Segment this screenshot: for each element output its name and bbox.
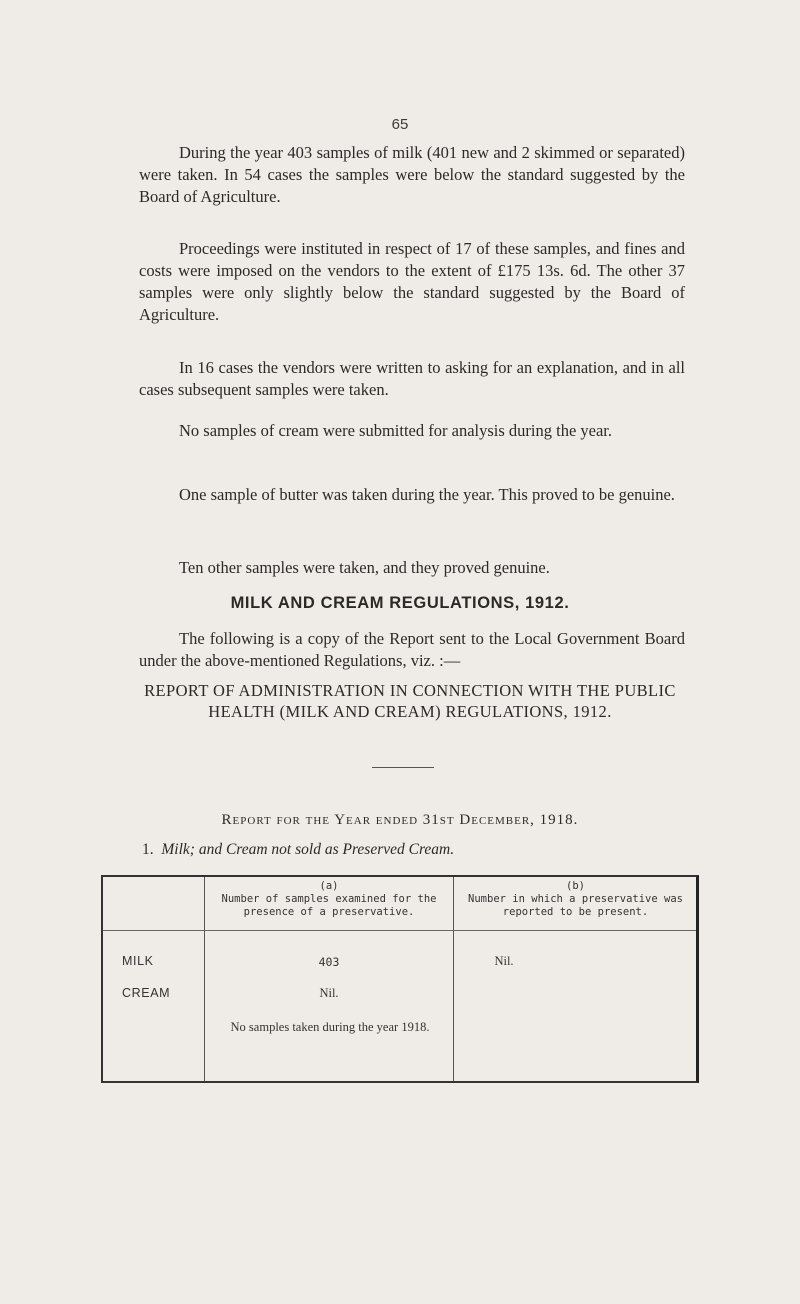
- paragraph-text: In 16 cases the vendors were written to asking for an explanation, and in all cases subsequent samples were taken.: [139, 358, 685, 399]
- item-number: 1.: [142, 841, 154, 858]
- item-heading: [142, 841, 454, 859]
- report-title: REPORT OF ADMINISTRATION IN CONNECTION WITH THE PUBLIC HEALTH (MILK AND CREAM) REGULATIONS, 1912.: [144, 681, 676, 721]
- column-b-header: [454, 880, 697, 919]
- paragraph-cream-samples: [139, 420, 685, 442]
- table-note: No samples taken during the year 1918.: [230, 1020, 430, 1034]
- paragraph-text: During the year 403 samples of milk (401 new and 2 skimmed or separated) were taken. In 54 cases the samples were below the standard suggested by the Board of Agriculture.: [139, 143, 685, 206]
- paragraph-text: The following is a copy of the Report sent to the Local Government Board under the above-mentioned Regulations, viz. :—: [139, 629, 685, 670]
- column-b-letter: (b): [566, 880, 585, 892]
- section-heading: MILK AND CREAM REGULATIONS, 1912.: [230, 594, 570, 612]
- header-divider: [103, 930, 696, 931]
- column-b-title: Number in which a preservative was reported to be present.: [468, 893, 683, 918]
- row-label-milk: MILK: [122, 954, 154, 968]
- paragraph-text: Ten other samples were taken, and they proved genuine.: [179, 558, 550, 577]
- milk-samples-examined: 403: [318, 955, 340, 969]
- divider-rule: [372, 767, 434, 768]
- regulations-table: [101, 875, 699, 1083]
- milk-preservative-present: Nil.: [494, 954, 514, 968]
- paragraph-other-samples: [139, 557, 685, 579]
- column-a-title: Number of samples examined for the presence of a preservative.: [221, 893, 437, 918]
- paragraph-text: No samples of cream were submitted for analysis during the year.: [179, 421, 612, 440]
- report-year-heading: Report for the Year ended 31st December, 1918.: [221, 812, 579, 828]
- row-label-cream: CREAM: [122, 986, 171, 1000]
- paragraph-proceedings: [139, 238, 685, 326]
- intro-paragraph: [139, 628, 685, 672]
- cream-samples-examined: Nil.: [319, 986, 339, 1000]
- item-title: Milk; and Cream not sold as Preserved Cream.: [161, 841, 455, 858]
- paragraph-vendors-written: [139, 357, 685, 401]
- column-a-letter: (a): [319, 880, 339, 892]
- column-a-header: [205, 880, 453, 919]
- paragraph-text: One sample of butter was taken during the year. This proved to be genuine.: [179, 485, 675, 504]
- paragraph-butter-sample: [139, 484, 685, 506]
- paragraph-milk-samples: [139, 142, 685, 208]
- page-number: 65: [391, 116, 409, 133]
- paragraph-text: Proceedings were instituted in respect of 17 of these samples, and fines and costs were imposed on the vendors to the extent of £175 13s. 6d. The other 37 samples were only slightly below the standard suggested by the Board of Agriculture.: [139, 239, 685, 324]
